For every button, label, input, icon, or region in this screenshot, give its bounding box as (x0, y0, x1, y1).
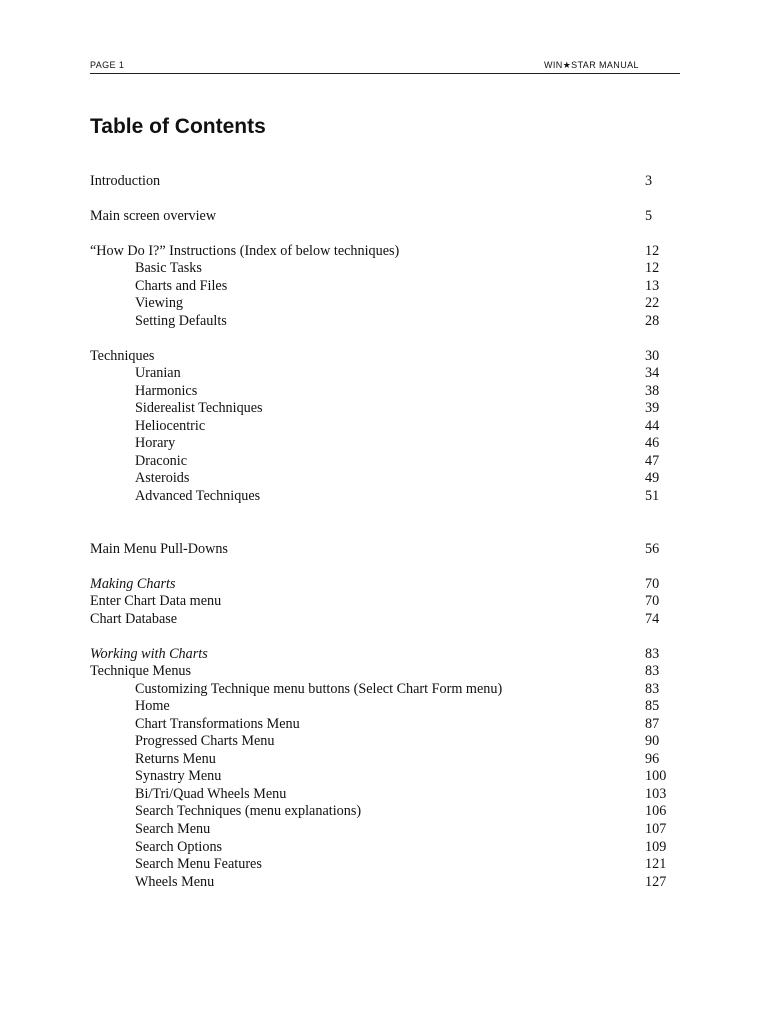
toc-entry-page: 12 (645, 243, 660, 259)
toc-entry-page: 39 (645, 400, 660, 416)
toc-entry-label: Techniques (90, 348, 155, 364)
toc-entry-label: Horary (135, 435, 176, 451)
toc-entry-uranian (90, 364, 670, 382)
toc-entry-wheels-menu (90, 873, 670, 891)
toc-entry-page: 121 (645, 856, 667, 872)
toc-entry-search-menu (90, 820, 670, 838)
toc-entry-heliocentric (90, 417, 670, 435)
header-divider (90, 73, 680, 74)
toc-entry-page: 34 (645, 365, 660, 381)
toc-entry-chart-transformations-menu (90, 715, 670, 733)
toc-entry-page: 47 (645, 453, 660, 469)
toc-entry-page: 74 (645, 611, 660, 627)
toc-entry-harmonics (90, 382, 670, 400)
toc-entry-page: 83 (645, 663, 660, 679)
toc-entry-label: Setting Defaults (135, 313, 227, 329)
toc-entry-returns-menu (90, 750, 670, 768)
toc-entry-horary (90, 434, 670, 452)
toc-entry-page: 28 (645, 313, 660, 329)
toc-entry-page: 70 (645, 593, 660, 609)
toc-entry-viewing (90, 294, 670, 312)
toc-entry-label: Progressed Charts Menu (135, 733, 275, 749)
toc-entry-label: Harmonics (135, 383, 198, 399)
toc-entry-asteroids (90, 469, 670, 487)
toc-entry-draconic (90, 452, 670, 470)
toc-entry-page: 106 (645, 803, 667, 819)
toc-entry-synastry-menu (90, 767, 670, 785)
page-title: Table of Contents (90, 115, 266, 138)
toc-entry-how-do-i (90, 242, 670, 260)
toc-entry-charts-and-files (90, 277, 670, 295)
toc-entry-search-menu-features (90, 855, 670, 873)
toc-entry-page: 49 (645, 470, 660, 486)
toc-entry-page: 12 (645, 260, 660, 276)
toc-entry-page: 107 (645, 821, 667, 837)
toc-entry-home (90, 697, 670, 715)
toc-entry-label: Home (135, 698, 170, 714)
toc-entry-page: 46 (645, 435, 660, 451)
toc-entry-label: Heliocentric (135, 418, 206, 434)
toc-entry-label: Chart Database (90, 611, 178, 627)
toc-entry-label: Enter Chart Data menu (90, 593, 222, 609)
toc-entry-page: 51 (645, 488, 660, 504)
toc-entry-label: Search Menu Features (135, 856, 262, 872)
toc-entry-page: 70 (645, 576, 660, 592)
toc-entry-customizing-technique-menu-buttons (90, 680, 670, 698)
toc-entry-page: 83 (645, 646, 660, 662)
toc-entry-label: Main screen overview (90, 208, 217, 224)
toc-entry-label: Search Options (135, 839, 223, 855)
toc-entry-page: 87 (645, 716, 660, 732)
toc-entry-introduction (90, 172, 670, 190)
toc-entry-main-screen-overview (90, 207, 670, 225)
toc-entry-page: 127 (645, 874, 667, 890)
toc-entry-label: Viewing (135, 295, 184, 311)
toc-entry-enter-chart-data-menu (90, 592, 670, 610)
toc-entry-main-menu-pull-downs (90, 540, 670, 558)
page-header (90, 60, 680, 74)
toc-entry-working-with-charts (90, 645, 670, 663)
toc-entry-page: 85 (645, 698, 660, 714)
page-number-label: PAGE 1 (90, 60, 125, 70)
toc-entry-page: 44 (645, 418, 660, 434)
toc-entry-label: Draconic (135, 453, 187, 469)
toc-entry-label: Chart Transformations Menu (135, 716, 300, 732)
toc-entry-siderealist-techniques (90, 399, 670, 417)
toc-entry-page: 38 (645, 383, 660, 399)
toc-entry-label: Search Techniques (menu explanations) (135, 803, 362, 819)
toc-entry-label: Charts and Files (135, 278, 228, 294)
toc-entry-page: 83 (645, 681, 660, 697)
toc-entry-label: Asteroids (135, 470, 190, 486)
toc-entry-label: Technique Menus (90, 663, 192, 679)
toc-entry-label: Bi/Tri/Quad Wheels Menu (135, 786, 287, 802)
toc-entry-advanced-techniques (90, 487, 670, 505)
toc-entry-label: Main Menu Pull-Downs (90, 541, 228, 557)
toc-entry-label: Search Menu (135, 821, 211, 837)
toc-entry-techniques (90, 347, 670, 365)
toc-entry-page: 22 (645, 295, 660, 311)
toc-entry-label: Uranian (135, 365, 181, 381)
toc-entry-search-techniques (90, 802, 670, 820)
toc-entry-progressed-charts-menu (90, 732, 670, 750)
toc-entry-page: 56 (645, 541, 660, 557)
toc-entry-label: Making Charts (90, 576, 176, 592)
toc-entry-page: 13 (645, 278, 660, 294)
toc-entry-page: 103 (645, 786, 667, 802)
toc-entry-label: Working with Charts (90, 646, 208, 662)
toc-entry-basic-tasks (90, 259, 670, 277)
toc-entry-page: 30 (645, 348, 660, 364)
toc-entry-bi-tri-quad-wheels-menu (90, 785, 670, 803)
toc-entry-page: 96 (645, 751, 660, 767)
toc-entry-page: 5 (645, 208, 653, 224)
toc-entry-setting-defaults (90, 312, 670, 330)
toc-entry-technique-menus (90, 662, 670, 680)
manual-title: WIN★STAR MANUAL (544, 60, 639, 70)
toc-entry-label: Advanced Techniques (135, 488, 261, 504)
toc-entry-page: 3 (645, 173, 653, 189)
toc-entry-label: Wheels Menu (135, 874, 215, 890)
toc-entry-label: “How Do I?” Instructions (Index of below techniques) (90, 243, 400, 259)
toc-entry-page: 100 (645, 768, 667, 784)
toc-entry-page: 109 (645, 839, 667, 855)
toc-entry-label: Introduction (90, 173, 161, 189)
toc-entry-label: Synastry Menu (135, 768, 222, 784)
toc-entry-label: Customizing Technique menu buttons (Select Chart Form menu) (135, 681, 503, 697)
toc-entry-chart-database (90, 610, 670, 628)
toc-entry-label: Basic Tasks (135, 260, 202, 276)
toc-entry-making-charts (90, 575, 670, 593)
toc-entry-search-options (90, 838, 670, 856)
toc-entry-label: Returns Menu (135, 751, 216, 767)
toc-entry-page: 90 (645, 733, 660, 749)
toc-entry-label: Siderealist Techniques (135, 400, 263, 416)
